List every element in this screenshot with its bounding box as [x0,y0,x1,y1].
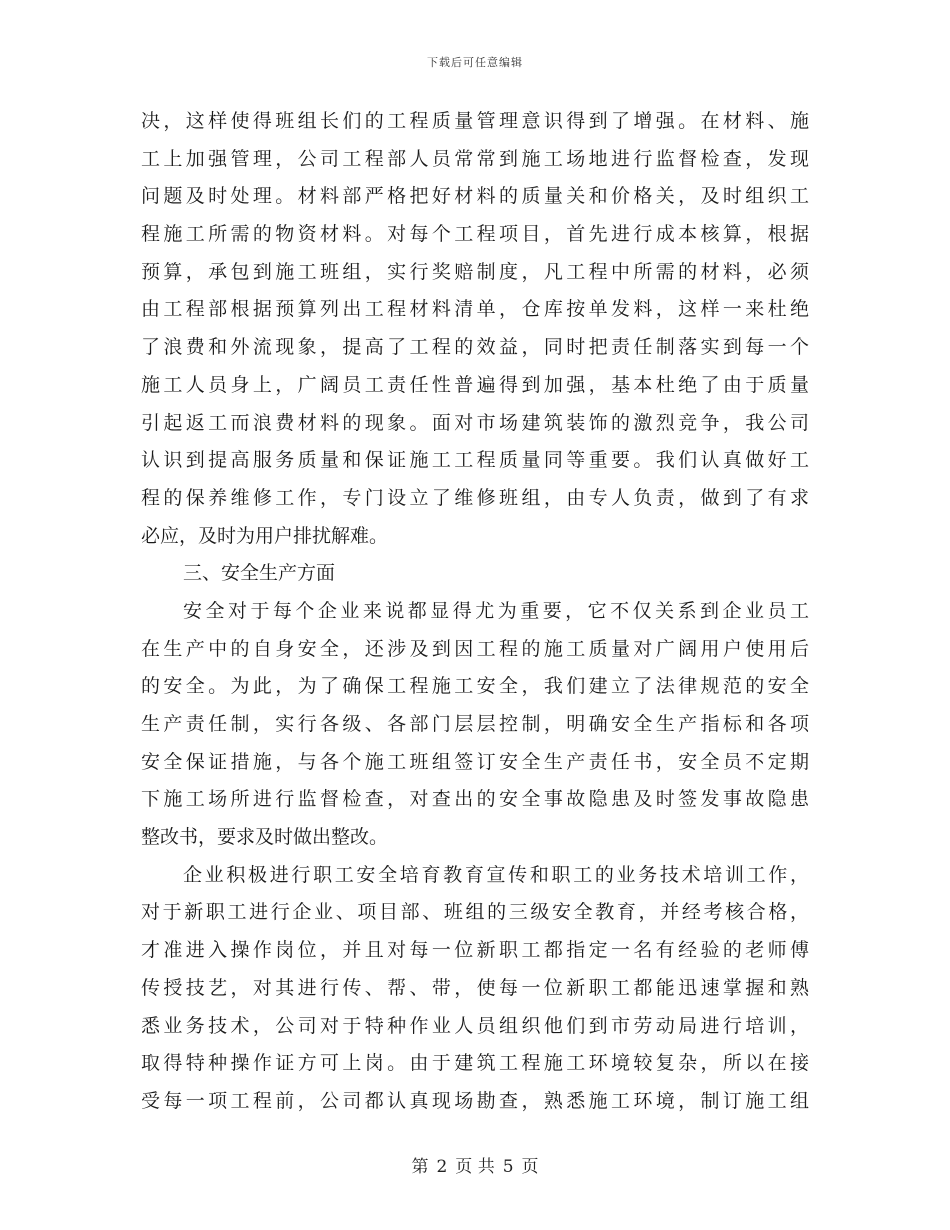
text-line: 由工程部根据预算列出工程材料清单，仓库按单发料，这样一来杜绝 [141,298,809,321]
text-line: 的安全。为此，为了确保工程施工安全，我们建立了法律规范的安全 [141,675,809,698]
section-heading: 三、安全生产方面 [183,562,336,585]
text-line: 引起返工而浪费材料的现象。面对市场建筑装饰的激烈竞争，我公司 [141,411,809,434]
document-body [141,103,809,1121]
text-line: 了浪费和外流现象，提高了工程的效益，同时把责任制落实到每一个 [141,336,809,359]
text-line: 整改书，要求及时做出整改。 [141,826,389,849]
text-line: 程的保养维修工作，专门设立了维修班组，由专人负责，做到了有求 [141,486,809,509]
page-header: 下载后可任意编辑 [427,56,523,69]
text-line: 安全对于每个企业来说都显得尤为重要，它不仅关系到企业员工 [183,599,809,622]
text-line: 工上加强管理，公司工程部人员常常到施工场地进行监督检查，发现 [141,147,809,170]
text-line: 施工人员身上，广阔员工责任性普遍得到加强，基本杜绝了由于质量 [141,373,809,396]
text-line: 下施工场所进行监督检查，对查出的安全事故隐患及时签发事故隐患 [141,788,809,811]
footer-mid: 页 共 [455,1157,495,1177]
text-line: 对于新职工进行企业、项目部、班组的三级安全教育，并经考核合格， [141,901,809,924]
text-line: 程施工所需的物资材料。对每个工程项目，首先进行成本核算，根据 [141,223,809,246]
footer-suffix: 页 [521,1157,539,1177]
footer-prefix: 第 [411,1157,429,1177]
text-line: 传授技艺，对其进行传、帮、带，使每一位新职工都能迅速掌握和熟 [141,976,809,999]
text-line: 认识到提高服务质量和保证施工工程质量同等重要。我们认真做好工 [141,449,809,472]
text-line: 安全保证措施，与各个施工班组签订安全生产责任书，安全员不定期 [141,750,809,773]
text-line: 受每一项工程前，公司都认真现场勘查，熟悉施工环境，制订施工组 [141,1089,809,1112]
text-line: 取得特种操作证方可上岗。由于建筑工程施工环境较复杂，所以在接 [141,1052,809,1075]
text-line: 生产责任制，实行各级、各部门层层控制，明确安全生产指标和各项 [141,713,809,735]
current-page-number: 2 [436,1157,448,1177]
text-line: 必应，及时为用户排扰解难。 [141,524,389,547]
text-line: 预算，承包到施工班组，实行奖赔制度，凡工程中所需的材料，必须 [141,260,809,283]
total-pages-number: 5 [502,1157,514,1177]
text-line: 企业积极进行职工安全培育教育宣传和职工的业务技术培训工作， [183,863,809,886]
page-footer [0,1152,950,1177]
text-line: 才准进入操作岗位，并且对每一位新职工都指定一名有经验的老师傅 [141,939,809,962]
text-line: 决，这样使得班组长们的工程质量管理意识得到了增强。在材料、施 [141,110,809,132]
text-line: 悉业务技术，公司对于特种作业人员组织他们到市劳动局进行培训， [141,1014,809,1037]
text-line: 在生产中的自身安全，还涉及到因工程的施工质量对广阔用户使用后 [141,637,809,660]
text-line: 问题及时处理。材料部严格把好材料的质量关和价格关，及时组织工 [141,185,809,208]
